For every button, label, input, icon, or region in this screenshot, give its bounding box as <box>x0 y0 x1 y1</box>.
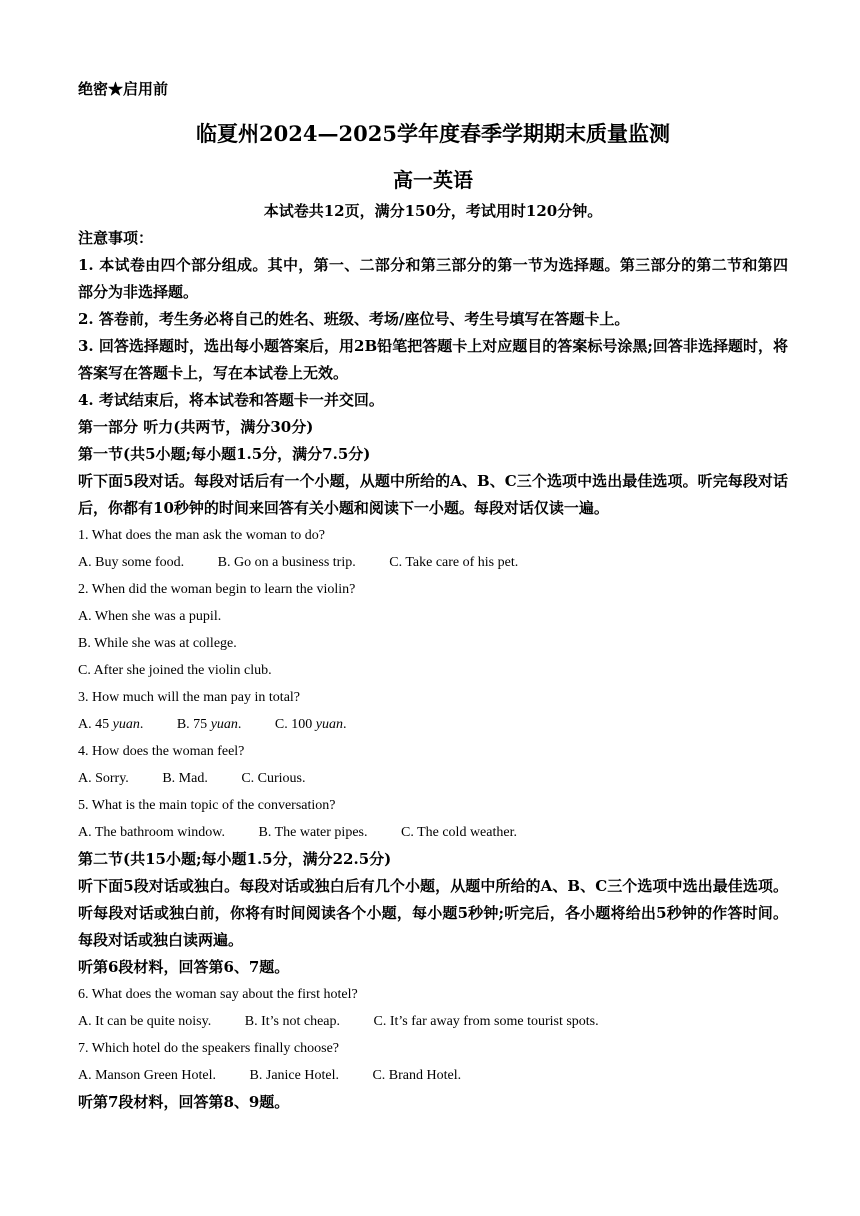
question-stem: 4. How does the woman feel? <box>78 744 245 759</box>
option-b: B. It’s not cheap. <box>244 1014 340 1029</box>
option-a <box>78 711 143 738</box>
option-a: A. Buy some food. <box>78 555 185 570</box>
confidential-label: 绝密★启用前 <box>78 80 169 98</box>
question-stem: 2. When did the woman begin to learn the violin? <box>78 582 356 597</box>
option-b: B. The water pipes. <box>258 825 368 840</box>
exam-page <box>78 78 788 1116</box>
period: . <box>139 717 144 732</box>
option-b: B. Go on a business trip. <box>217 555 356 570</box>
material-6-heading: 听第6段材料，回答第6、7题。 <box>78 958 290 976</box>
material-7-heading: 听第7段材料，回答第8、9题。 <box>78 1093 290 1111</box>
exam-info: 本试卷共12页，满分150分，考试用时120分钟。 <box>263 202 603 220</box>
option-b-amount: B. 75 <box>176 717 208 732</box>
option-b: B. Mad. <box>162 771 208 786</box>
question-stem: 1. What does the man ask the woman to do? <box>78 528 326 543</box>
option-c: C. Curious. <box>241 771 306 786</box>
currency-unit: yuan <box>210 717 238 732</box>
section1-instructions: 听下面5段对话。每段对话后有一个小题，从题中所给的A、B、C三个选项中选出最佳选项。听完每段对话后，你都有10秒钟的时间来回答有关小题和阅读下一小题。每段对话仅读一遍。 <box>78 472 788 517</box>
option-a: A. When she was a pupil. <box>78 609 222 624</box>
question-options <box>78 765 788 792</box>
option-a: A. Manson Green Hotel. <box>78 1068 217 1083</box>
question-options <box>78 711 788 738</box>
currency-unit: yuan <box>315 717 343 732</box>
option-b: B. Janice Hotel. <box>249 1068 339 1083</box>
option-c: C. Take care of his pet. <box>389 555 519 570</box>
question-options <box>78 1062 788 1089</box>
question-stem: 7. Which hotel do the speakers finally choose? <box>78 1041 339 1056</box>
section2-instructions: 听下面5段对话或独白。每段对话或独白后有几个小题，从题中所给的A、B、C三个选项中选出最佳选项。听每段对话或独白前，你将有时间阅读各个小题，每小题5秒钟;听完后，各小题将给出5秒钟的作答时间。每段对话或独白读两遍。 <box>78 877 788 949</box>
notes-heading: 注意事项： <box>78 229 154 247</box>
option-c <box>275 711 347 738</box>
period: . <box>237 717 242 732</box>
question-options <box>78 819 788 846</box>
option-b <box>177 711 242 738</box>
exam-subject: 高一英语 <box>393 168 473 192</box>
note-item-1: 1. 本试卷由四个部分组成。其中，第一、二部分和第三部分的第一节为选择题。第三部分的第二节和第四部分为非选择题。 <box>78 256 788 301</box>
option-c: C. Brand Hotel. <box>372 1068 462 1083</box>
section2-heading: 第二节(共15小题;每小题1.5分，满分22.5分) <box>78 850 392 868</box>
option-b: B. While she was at college. <box>78 636 237 651</box>
option-c-amount: C. 100 <box>274 717 313 732</box>
section1-heading: 第一节(共5小题;每小题1.5分，满分7.5分) <box>78 445 371 463</box>
part1-heading: 第一部分 听力(共两节，满分30分) <box>78 418 314 436</box>
option-a-amount: A. 45 <box>78 717 110 732</box>
question-options <box>78 1008 788 1035</box>
question-options <box>78 549 788 576</box>
option-a: A. Sorry. <box>78 771 129 786</box>
currency-unit: yuan <box>112 717 140 732</box>
question-stem: 3. How much will the man pay in total? <box>78 690 301 705</box>
question-stem: 6. What does the woman say about the first hotel? <box>78 987 358 1002</box>
option-a: A. The bathroom window. <box>78 825 225 840</box>
option-a: A. It can be quite noisy. <box>78 1014 212 1029</box>
exam-title: 临夏州2024—2025学年度春季学期期末质量监测 <box>196 121 670 146</box>
option-c: C. After she joined the violin club. <box>78 663 272 678</box>
option-c: C. It’s far away from some tourist spots. <box>373 1014 599 1029</box>
question-stem: 5. What is the main topic of the conversation? <box>78 798 336 813</box>
note-item-4: 4. 考试结束后，将本试卷和答题卡一并交回。 <box>78 391 384 409</box>
period: . <box>342 717 347 732</box>
note-item-2: 2. 答卷前，考生务必将自己的姓名、班级、考场/座位号、考生号填写在答题卡上。 <box>78 310 630 328</box>
option-c: C. The cold weather. <box>400 825 517 840</box>
note-item-3: 3. 回答选择题时，选出每小题答案后，用2B铅笔把答题卡上对应题目的答案标号涂黑;回答非选择题时，将答案写在答题卡上，写在本试卷上无效。 <box>78 337 788 382</box>
